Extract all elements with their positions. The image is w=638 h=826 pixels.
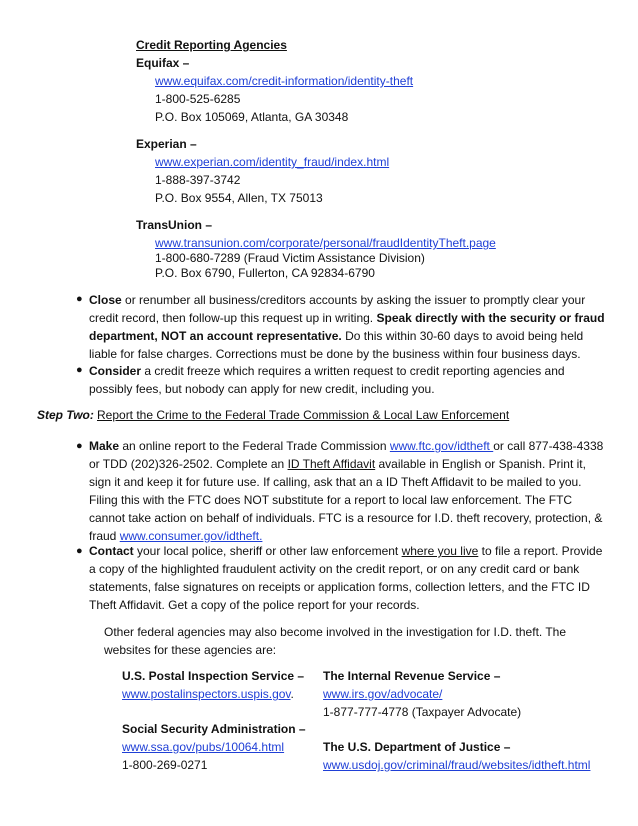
bullet-icon: ● xyxy=(76,364,83,376)
transunion-name: TransUnion – xyxy=(136,218,213,232)
contact-text-1: your local police, sheriff or other law enforcement xyxy=(133,544,402,558)
other-agencies-intro: Other federal agencies may also become involved in the investigation for I.D. theft. The websites for these agencies are: xyxy=(104,625,567,657)
transunion-address: P.O. Box 6790, Fullerton, CA 92834-6790 xyxy=(155,266,375,280)
consider-bullet xyxy=(89,362,609,398)
doj-link[interactable]: www.usdoj.gov/criminal/fraud/websites/idtheft.html xyxy=(323,758,591,772)
consider-text: a credit freeze which requires a written request to credit reporting agencies and possibly fees, but nobody can apply for new credit, including you. xyxy=(89,364,565,396)
close-bullet xyxy=(89,291,609,363)
ftc-link[interactable]: www.ftc.gov/idtheft xyxy=(389,439,494,453)
step-two-label: Step Two: xyxy=(37,408,94,422)
experian-address: P.O. Box 9554, Allen, TX 75013 xyxy=(155,191,323,205)
experian-link[interactable]: www.experian.com/identity_fraud/index.html xyxy=(155,155,390,169)
equifax-link[interactable]: www.equifax.com/credit-information/identity-theft xyxy=(155,74,414,88)
consumer-gov-link[interactable]: www.consumer.gov/idtheft. xyxy=(119,529,263,543)
postal-name: U.S. Postal Inspection Service – xyxy=(122,669,305,683)
irs-link[interactable]: www.irs.gov/advocate/ xyxy=(323,687,443,701)
irs-name: The Internal Revenue Service – xyxy=(323,669,501,683)
where-you-live-text: where you live xyxy=(401,544,479,558)
id-theft-affidavit-link[interactable]: ID Theft Affidavit xyxy=(287,457,376,471)
equifax-address: P.O. Box 105069, Atlanta, GA 30348 xyxy=(155,110,349,124)
transunion-link[interactable]: www.transunion.com/corporate/personal/fraudIdentityTheft.page xyxy=(155,236,496,250)
postal-line xyxy=(122,687,294,701)
bullet-icon: ● xyxy=(76,293,83,305)
ssa-phone: 1-800-269-0271 xyxy=(122,758,208,772)
irs-phone: 1-877-777-4778 (Taxpayer Advocate) xyxy=(323,705,522,719)
transunion-phone: 1-800-680-7289 (Fraud Victim Assistance Division) xyxy=(155,251,425,265)
postal-suffix: . xyxy=(290,687,294,701)
close-bold-text: Speak directly with the security or fraud department, NOT an account representative. xyxy=(89,311,605,343)
equifax-name: Equifax – xyxy=(136,56,190,70)
bullet-icon: ● xyxy=(76,545,83,557)
bullet-icon: ● xyxy=(76,440,83,452)
step-two-title: Report the Crime to the Federal Trade Commission & Local Law Enforcement xyxy=(97,408,510,422)
postal-link[interactable]: www.postalinspectors.uspis.gov xyxy=(122,687,291,701)
contact-bullet xyxy=(89,542,609,614)
close-text-2: Do this within 30-60 days to avoid being held liable for false charges. Corrections must be done by the business within four business days. xyxy=(89,329,584,361)
consider-lead: Consider xyxy=(89,364,142,378)
experian-phone: 1-888-397-3742 xyxy=(155,173,241,187)
make-text-3: available in English or Spanish. Print it, sign it and keep it for future use. If calling, ask that an a ID Theft Affidavit to be mailed to you. Filing this with the FTC does NOT substitute for a report to local law enforcement. The FTC cannot take action on behalf of individuals. FTC is a resource for I.D. theft recovery, protection, & fraud xyxy=(89,457,603,543)
make-text-1: an online report to the Federal Trade Commission xyxy=(119,439,390,453)
contact-text-2: to file a report. Provide a copy of the highlighted fraudulent activity on the credit report, or on any credit card or bank statements, false signatures on receipts or application forms, collection letters, and the FTC ID Theft Affidavit. Get a copy of the police report for your records. xyxy=(89,544,603,612)
make-bullet xyxy=(89,437,609,545)
doj-name: The U.S. Department of Justice – xyxy=(323,740,511,754)
credit-agencies-heading: Credit Reporting Agencies xyxy=(136,38,287,52)
close-lead: Close xyxy=(89,293,122,307)
contact-lead: Contact xyxy=(89,544,134,558)
make-lead: Make xyxy=(89,439,120,453)
make-text-2: or call 877-438-4338 or TDD (202)326-2502. Complete an xyxy=(89,439,604,471)
close-text-1: or renumber all business/creditors accounts by asking the issuer to promptly clear your credit record, then follow-up this request up in writing. xyxy=(89,293,586,325)
ssa-name: Social Security Administration – xyxy=(122,722,306,736)
experian-name: Experian – xyxy=(136,137,197,151)
equifax-phone: 1-800-525-6285 xyxy=(155,92,241,106)
ssa-link[interactable]: www.ssa.gov/pubs/10064.html xyxy=(122,740,285,754)
